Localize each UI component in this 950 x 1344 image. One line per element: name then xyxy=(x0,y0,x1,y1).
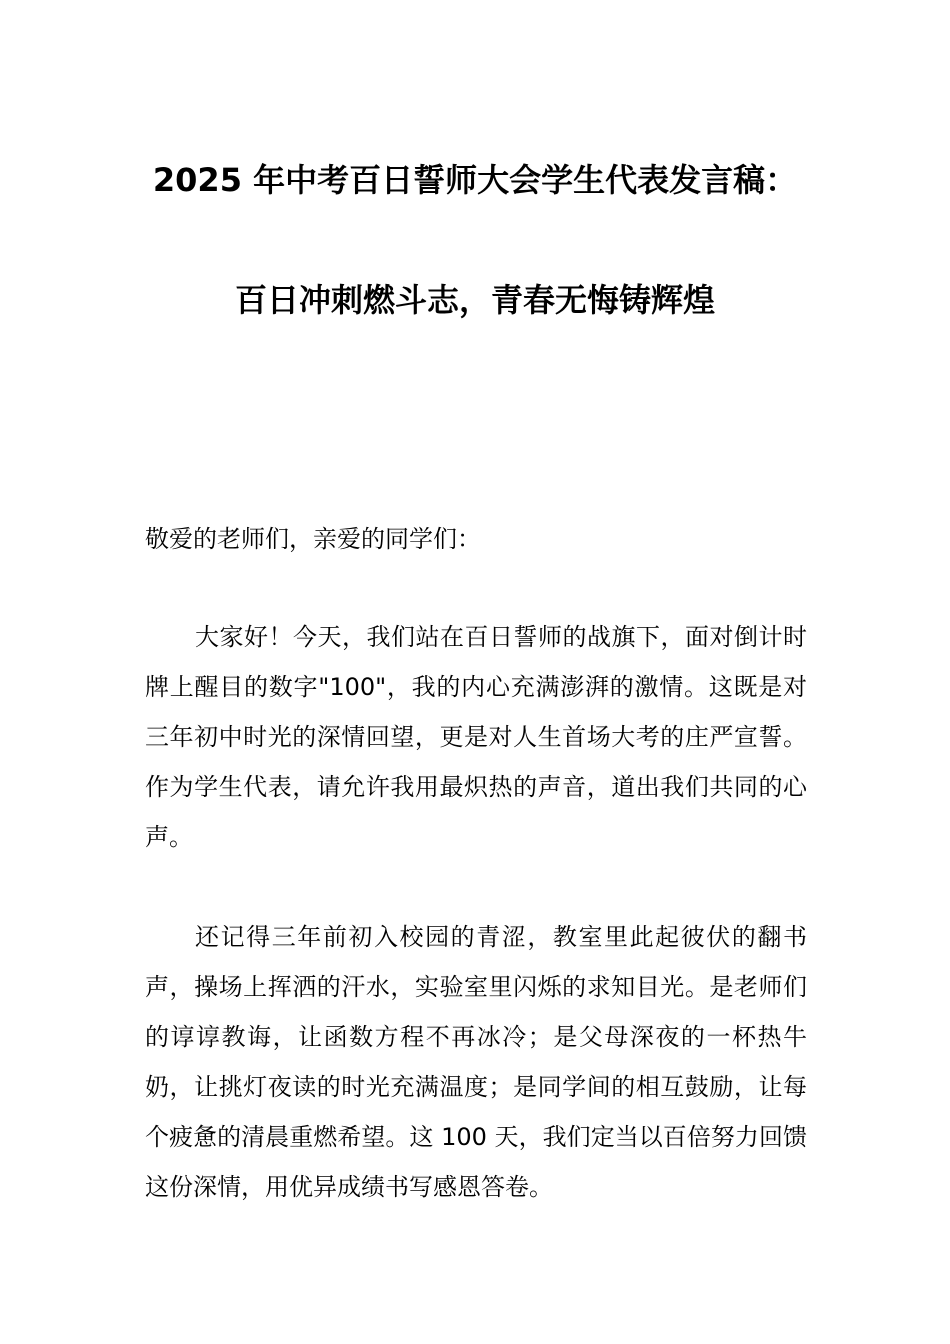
document-title-line2: 百日冲刺燃斗志，青春无悔铸辉煌 xyxy=(234,281,715,319)
paragraph-2: 还记得三年前初入校园的青涩，教室里此起彼伏的翻书声，操场上挥洒的汗水，实验室里闪烁的求知目光。是老师们的谆谆教诲，让函数方程不再冰冷；是父母深夜的一杯热牛奶，让挑灯夜读的时光充满温度；是同学间的相互鼓励，让每个疲惫的清晨重燃希望。这 100 天，我们定当以百倍努力回馈这份深情，用优异成绩书写感恩答卷。 xyxy=(145,923,807,1201)
paragraph-1: 大家好！今天，我们站在百日誓师的战旗下，面对倒计时牌上醒目的数字"100"，我的内心充满澎湃的激情。这既是对三年初中时光的深情回望，更是对人生首场大考的庄严宣誓。作为学生代表，请允许我用最炽热的声音，道出我们共同的心声。 xyxy=(145,623,807,851)
document-title-line1: 2025 年中考百日誓师大会学生代表发言稿： xyxy=(152,161,798,199)
salutation: 敬爱的老师们，亲爱的同学们： xyxy=(145,525,481,553)
